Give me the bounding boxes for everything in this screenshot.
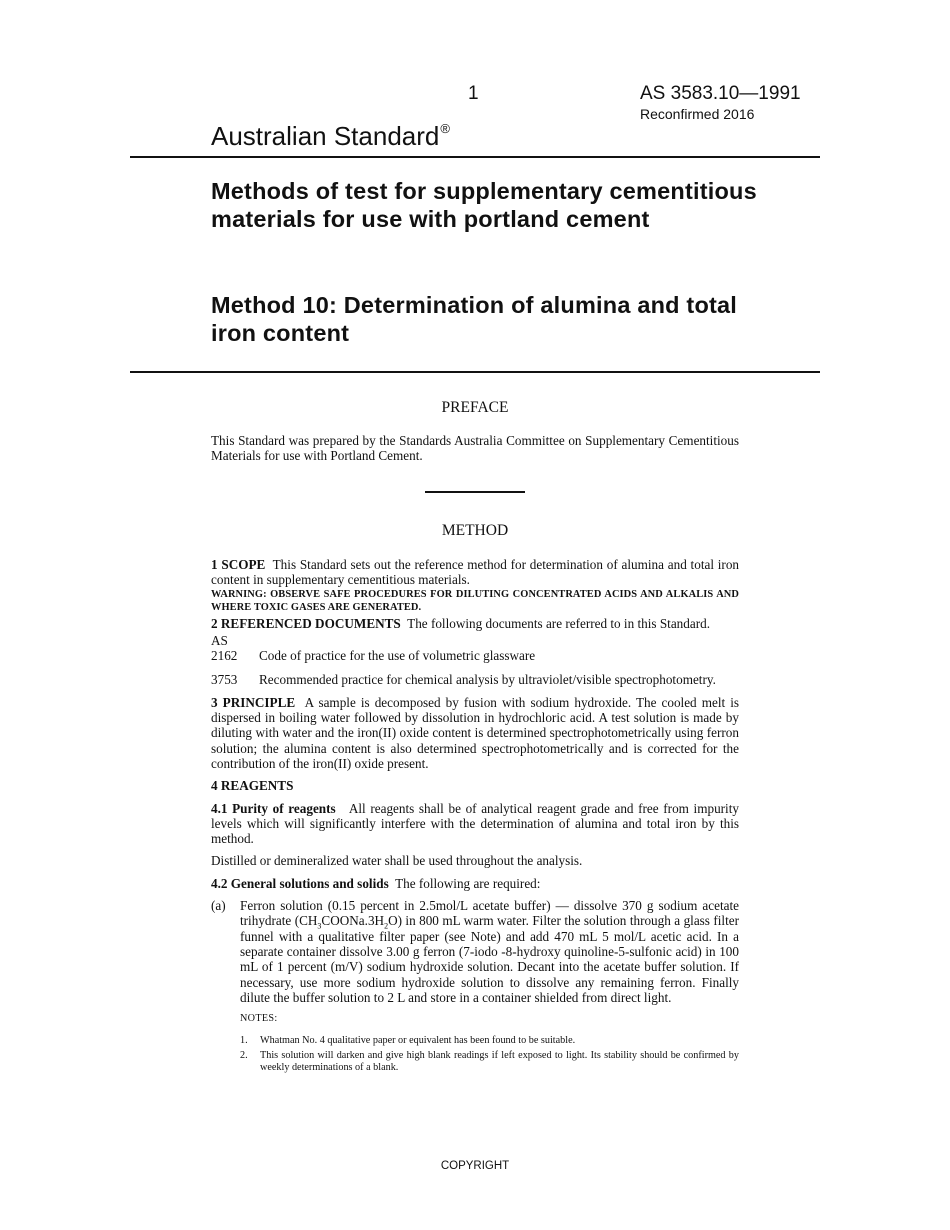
principle-section <box>211 695 739 771</box>
note-text: Whatman No. 4 qualitative paper or equivalent has been found to be suitable. <box>260 1035 576 1047</box>
reference-item <box>211 648 739 663</box>
item-label: (a) <box>211 898 226 914</box>
item-text-part: O) in 800 mL warm water. Filter the solution through a glass filter funnel with a qualitative filter paper (see Note) and add 470 mL 5 mol/L acetic acid. In a separate container dissolve 3.00 g ferron (7-iodo -8-hydroxy quinoline-5-sulfonic acid) in 100 mL of 1 percent (m/V) sodium hydroxide solution. Decant into the acetate buffer solution. If necessary, use more sodium hydroxide solution to dissolve any remaining ferron. Finally dilute the buffer solution to 2 L and store in a container shielded from direct light. <box>240 913 740 1005</box>
purity-section <box>211 801 739 847</box>
note-number: 1. <box>240 1035 248 1047</box>
references-section <box>211 616 739 631</box>
references-text: The following documents are referred to in this Standard. <box>407 615 710 631</box>
method-body <box>211 557 739 1074</box>
general-heading: 4.2 General solutions and solids <box>211 875 389 891</box>
reconfirmed-note: Reconfirmed 2016 <box>640 106 755 122</box>
reference-number: 3753 <box>211 672 238 688</box>
water-text: Distilled or demineralized water shall be used throughout the analysis. <box>211 853 583 869</box>
preface-paragraph: This Standard was prepared by the Standards Australia Committee on Supplementary Cementitious Materials for use with Portland Cement. <box>211 433 739 464</box>
subscript: 3 <box>317 921 322 931</box>
header-rule <box>130 156 820 158</box>
subscript: 2 <box>384 921 389 931</box>
method-title: Method 10: Determination of alumina and total iron content <box>211 292 738 346</box>
scope-text: This Standard sets out the reference method for determination of alumina and total iron content in supplementary cementitious materials. <box>211 557 740 588</box>
note-number: 2. <box>240 1050 248 1062</box>
reference-title: Code of practice for the use of volumetric glassware <box>259 648 536 664</box>
principle-heading: 3 PRINCIPLE <box>211 694 296 710</box>
general-section <box>211 876 739 891</box>
reference-item <box>211 672 739 687</box>
scope-section <box>211 557 739 588</box>
preface-text <box>211 433 739 464</box>
page-number: 1 <box>468 83 479 104</box>
preface-heading: PREFACE <box>441 399 509 416</box>
standard-label <box>211 121 450 152</box>
purity-text: All reagents shall be of analytical reagent grade and free from impurity levels which will significantly interfere with the determination of alumina and total iron by this method. <box>211 800 739 847</box>
note-item <box>240 1050 739 1074</box>
item-text <box>240 898 739 1005</box>
section-divider <box>425 491 525 493</box>
document-code: AS 3583.10—1991 <box>640 83 801 104</box>
item-text-part: COONa.3H <box>321 913 385 929</box>
note-item <box>240 1035 739 1047</box>
reference-title: Recommended practice for chemical analysis by ultraviolet/visible spectrophotometry. <box>259 672 716 688</box>
references-prefix: AS <box>211 632 228 648</box>
scope-warning: WARNING: OBSERVE SAFE PROCEDURES FOR DILUTING CONCENTRATED ACIDS AND ALKALIS AND WHERE TOXIC GASES ARE GENERATED. <box>211 588 739 613</box>
reagent-item-a <box>211 898 739 1005</box>
reagents-heading-text: 4 REAGENTS <box>211 778 294 794</box>
method-heading: METHOD <box>441 522 509 539</box>
title-rule <box>130 371 820 373</box>
standard-label-text: Australian Standard <box>211 121 440 151</box>
scope-heading: 1 SCOPE <box>211 557 266 572</box>
reference-number: 2162 <box>211 648 238 664</box>
note-text: This solution will darken and give high blank readings if left exposed to light. Its stability should be confirmed by weekly determinations of a blank. <box>260 1050 739 1074</box>
registered-mark: ® <box>440 121 450 136</box>
references-heading: 2 REFERENCED DOCUMENTS <box>211 615 401 631</box>
notes-heading: NOTES: <box>240 1013 278 1025</box>
principle-text: A sample is decomposed by fusion with sodium hydroxide. The cooled melt is dispersed in boiling water followed by dissolution in hydrochloric acid. A test solution is made by diluting with water and the iron(II) oxide content is determined spectrophotometrically using ferron solution; the alumina content is also determined spectrophotometrically and is corrected for the contribution of the iron(II) oxide present. <box>211 694 739 771</box>
general-text: The following are required: <box>395 875 541 891</box>
reagents-heading <box>211 778 739 793</box>
copyright-footer: COPYRIGHT <box>440 1160 510 1172</box>
item-text-part: Ferron solution (0.15 percent in 2.5mol/L acetate buffer) — dissolve 370 g sodium acetate trihydrate (CH <box>240 898 739 929</box>
purity-heading: 4.1 Purity of reagents <box>211 800 336 816</box>
main-title: Methods of test for supplementary cementitious materials for use with portland cement <box>211 178 757 232</box>
